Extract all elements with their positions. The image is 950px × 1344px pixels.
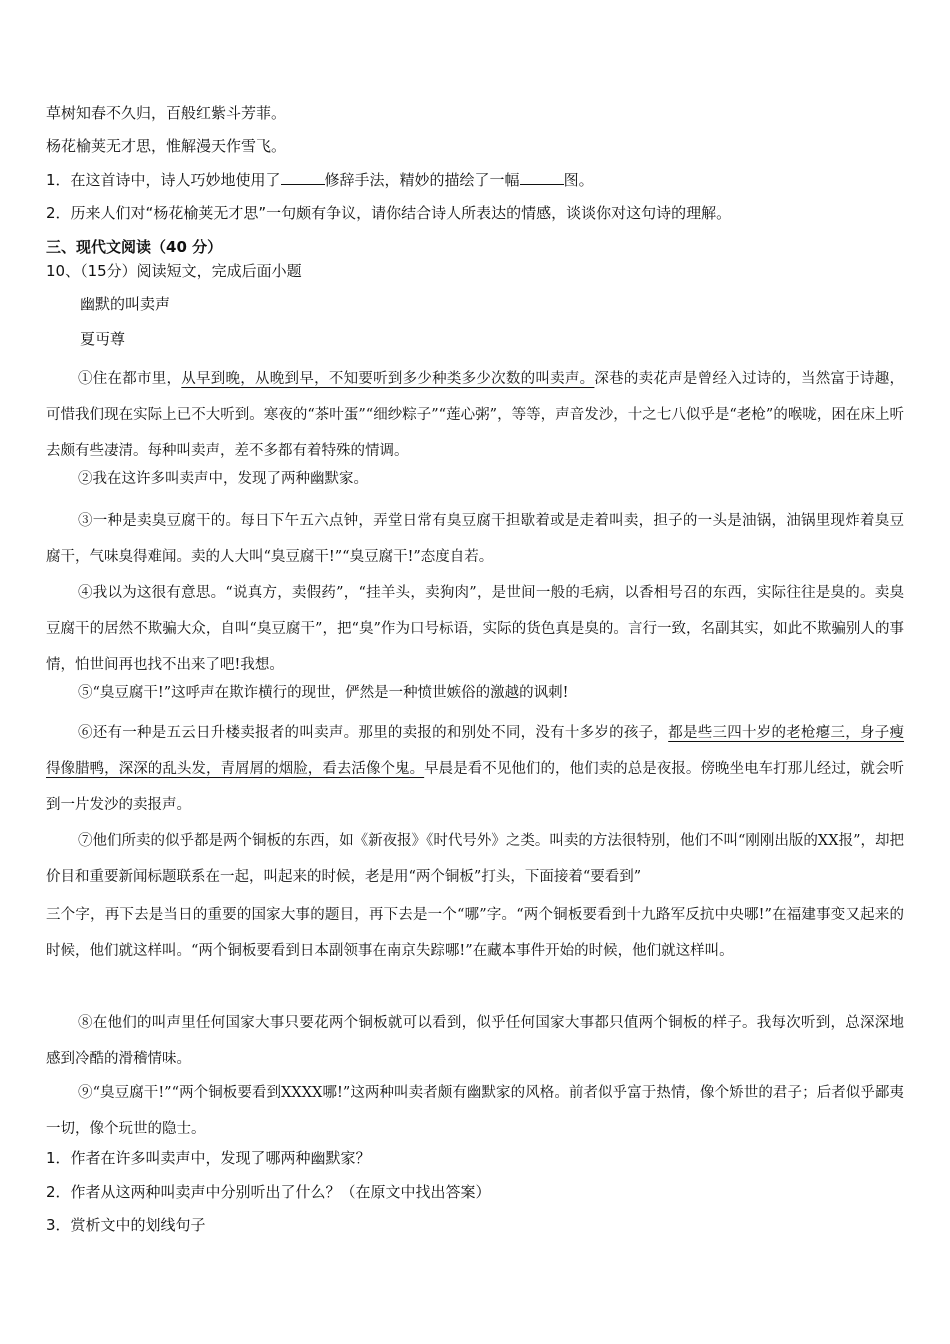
text: ⑥还有一种是五云日升楼卖报者的叫卖声。那里的卖报的和别处不同，没有十多岁的孩子， <box>78 725 669 741</box>
poem-question-1 <box>46 170 594 190</box>
paragraph-6 <box>46 715 904 823</box>
article-author: 夏丏尊 <box>80 330 126 348</box>
paragraph-7a: ⑦他们所卖的似乎都是两个铜板的东西，如《新夜报》《时代号外》之类。叫卖的方法很特别，他们不叫“刚刚出版的XX报”，却把价目和重要新闻标题联系在一起，叫起来的时候，老是用“两个铜板”打头，下面接着“要看到” <box>46 833 904 885</box>
question-text: 1．在这首诗中，诗人巧妙地使用了 <box>46 171 281 189</box>
section-title: 三、现代文阅读（40 分） <box>46 238 223 256</box>
article-title: 幽默的叫卖声 <box>80 295 171 313</box>
paragraph-8: ⑧在他们的叫声里任何国家大事只要花两个铜板就可以看到，似乎任何国家大事都只值两个铜板的样子。我每次听到，总深深地感到冷酷的滑稽情味。 <box>46 1015 904 1067</box>
poem-line-1: 草树知春不久归，百般红紫斗芳菲。 <box>46 104 287 122</box>
question-1: 1．作者在许多叫卖声中，发现了哪两种幽默家？ <box>46 1149 371 1167</box>
paragraph-9: ⑨“臭豆腐干!”“两个铜板要看到XXXX哪!”这两种叫卖者颇有幽默家的风格。前者似乎富于热情，像个矫世的君子；后者似乎鄙夷一切，像个玩世的隐士。 <box>46 1085 904 1137</box>
answer-blank[interactable] <box>520 170 564 185</box>
text: 早晨是看不见他们的，他们卖的总是夜报。傍晚坐电车打那儿经过，就会听到一片发沙的卖报声。 <box>46 761 905 813</box>
underlined-sentence: 从早到晚，从晚到早，不知要听到多少种类多少次数的叫卖声。 <box>181 371 595 387</box>
text: ①住在都市里， <box>78 371 182 387</box>
section-item: 10、（15分）阅读短文，完成后面小题 <box>46 262 302 280</box>
underlined-sentence: 都是些三四十岁的老枪瘪三，身子瘦得像腊鸭，深深的乱头发，青屑屑的烟脸，看去活像个鬼。 <box>46 725 905 777</box>
paragraph-7b: 三个字，再下去是当日的重要的国家大事的题目，再下去是一个“哪”字。“两个铜板要看到十九路军反抗中央哪!”在福建事变又起来的时候，他们就这样叫。“两个铜板要看到日本副领事在南京失踪哪!”在藏本事件开始的时候，他们就这样叫。 <box>46 907 904 959</box>
paragraph-5: ⑤“臭豆腐干!”这呼声在欺诈横行的现世，俨然是一种愤世嫉俗的激越的讽刺! <box>78 685 569 701</box>
paragraph-4: ④我以为这很有意思。“说真方，卖假药”，“挂羊头，卖狗肉”，是世间一般的毛病，以香相号召的东西，实际往往是臭的。卖臭豆腐干的居然不欺骗大众，自叫“臭豆腐干”，把“臭”作为口号标语，实际的货色真是臭的。言行一致，名副其实，如此不欺骗别人的事情，怕世间再也找不出来了吧!我想。 <box>46 585 904 673</box>
question-2: 2．作者从这两种叫卖声中分别听出了什么？（在原文中找出答案） <box>46 1183 491 1201</box>
paragraph-1 <box>46 361 904 469</box>
question-3: 3．赏析文中的划线句子 <box>46 1216 206 1234</box>
paragraph-2: ②我在这许多叫卖声中，发现了两种幽默家。 <box>78 471 368 487</box>
paragraph-3: ③一种是卖臭豆腐干的。每日下午五六点钟，弄堂日常有臭豆腐干担歇着或是走着叫卖，担子的一头是油锅，油锅里现炸着臭豆腐干，气味臭得难闻。卖的人大叫“臭豆腐干!”“臭豆腐干!”态度自若。 <box>46 513 904 565</box>
poem-question-2: 2．历来人们对“杨花榆荚无才思”一句颇有争议，请你结合诗人所表达的情感，谈谈你对这句诗的理解。 <box>46 204 732 222</box>
question-text: 修辞手法，精妙的描绘了一幅 <box>324 171 520 189</box>
poem-line-2: 杨花榆荚无才思，惟解漫天作雪飞。 <box>46 137 287 155</box>
answer-blank[interactable] <box>281 170 325 185</box>
text: 深巷的卖花声是曾经入过诗的，当然富于诗趣，可惜我们现在实际上已不大听到。寒夜的“茶叶蛋”“细纱粽子”“莲心粥”，等等，声音发沙，十之七八似乎是“老枪”的喉咙，困在床上听去颇有些凄清。每种叫卖声，差不多都有着特殊的情调。 <box>46 371 904 459</box>
question-text: 图。 <box>563 171 594 189</box>
